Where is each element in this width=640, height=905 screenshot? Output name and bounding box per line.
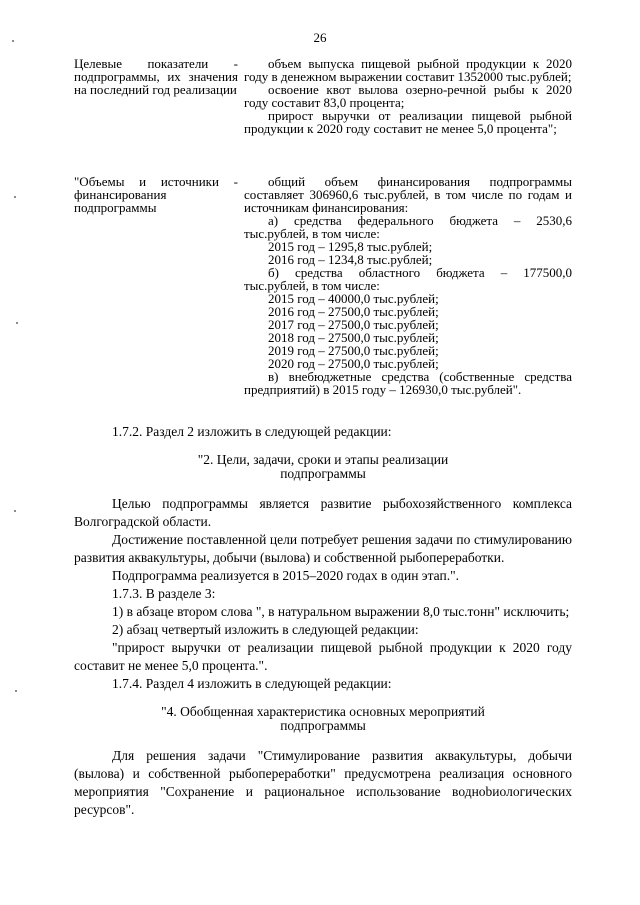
section-2-heading-line-2: подпрограммы xyxy=(280,466,366,481)
scan-speck xyxy=(14,196,16,198)
scan-speck xyxy=(14,510,16,512)
funding-extra-budget: в) внебюджетные средства (собственные средства предприятий) в 2015 году – 126930,0 тыс.рублей". xyxy=(244,369,572,397)
passport-row-targets xyxy=(74,57,572,135)
row-label-targets: Целевые показатели - подпрограммы, их значения на последний год реализации xyxy=(74,56,238,97)
amendment-text xyxy=(74,423,572,819)
target-item-2: освоение квот вылова озерно-речной рыбы к 2020 году составит 83,0 процента; xyxy=(244,82,572,110)
row-value-targets xyxy=(244,57,572,135)
section-2-heading xyxy=(74,453,572,481)
para-1-7-3: 1.7.3. В разделе 3: xyxy=(112,586,216,601)
target-item-1: объем выпуска пищевой рыбной продукции к 2020 году в денежном выражении составит 1352000 тыс.рублей; xyxy=(244,56,572,84)
funding-regional: б) средства областного бюджета – 177500,0 тыс.рублей, в том числе: xyxy=(244,265,572,293)
regional-year-2020: 2020 год – 27500,0 тыс.рублей; xyxy=(268,356,439,371)
section-4-heading xyxy=(74,705,572,733)
regional-year-2019: 2019 год – 27500,0 тыс.рублей; xyxy=(268,343,439,358)
para-period: Подпрограмма реализуется в 2015–2020 годах в один этап.". xyxy=(112,568,459,583)
passport-row-funding xyxy=(74,175,572,396)
row-label-funding: "Объемы и источники - финансирования подпрограммы xyxy=(74,174,238,215)
regional-year-2015: 2015 год – 40000,0 тыс.рублей; xyxy=(268,291,439,306)
federal-year-2015: 2015 год – 1295,8 тыс.рублей; xyxy=(268,239,433,254)
target-item-3: прирост выручки от реализации пищевой рыбной продукции к 2020 году составит не менее 5,0 процента"; xyxy=(244,108,572,136)
regional-year-2017: 2017 год – 27500,0 тыс.рублей; xyxy=(268,317,439,332)
para-goal: Целью подпрограммы является развитие рыбохозяйственного комплекса Волгоградской области. xyxy=(74,496,572,529)
para-1-7-3-item-2: 2) абзац четвертый изложить в следующей редакции: xyxy=(112,622,419,637)
scan-speck xyxy=(16,322,18,324)
para-final: Для решения задачи "Стимулирование развития аквакультуры, добычи (вылова) и собственной рыбопереработки" предусмотрена реализация основного мероприятия "Сохранение и рациональное использование водноbиологических ресурсов". xyxy=(74,748,572,817)
para-achieve: Достижение поставленной цели потребует решения задачи по стимулированию развития аквакультуры, добычи (вылова) и собственной рыбопереработки. xyxy=(74,532,572,565)
regional-year-2018: 2018 год – 27500,0 тыс.рублей; xyxy=(268,330,439,345)
para-quote: "прирост выручки от реализации пищевой рыбной продукции к 2020 году составит не менее 5,0 процента.". xyxy=(74,640,572,673)
para-1-7-2: 1.7.2. Раздел 2 изложить в следующей редакции: xyxy=(112,424,392,439)
page-number: 26 xyxy=(313,30,327,45)
row-value-funding xyxy=(244,175,572,396)
regional-year-2016: 2016 год – 27500,0 тыс.рублей; xyxy=(268,304,439,319)
funding-intro: общий объем финансирования подпрограммы составляет 306960,6 тыс.рублей, в том числе по годам и источникам финансирования: xyxy=(244,174,572,215)
section-2-heading-line-1: "2. Цели, задачи, сроки и этапы реализации xyxy=(197,452,449,467)
section-4-heading-line-1: "4. Обобщенная характеристика основных мероприятий xyxy=(161,704,485,719)
scan-speck xyxy=(15,690,17,692)
funding-federal: а) средства федерального бюджета – 2530,6 тыс.рублей, в том числе: xyxy=(244,213,572,241)
para-1-7-4: 1.7.4. Раздел 4 изложить в следующей редакции: xyxy=(112,676,392,691)
para-1-7-3-item-1: 1) в абзаце втором слова ", в натуральном выражении 8,0 тыс.тонн" исключить; xyxy=(112,604,570,619)
scan-speck xyxy=(12,40,14,42)
section-4-heading-line-2: подпрограммы xyxy=(280,718,366,733)
federal-year-2016: 2016 год – 1234,8 тыс.рублей; xyxy=(268,252,433,267)
